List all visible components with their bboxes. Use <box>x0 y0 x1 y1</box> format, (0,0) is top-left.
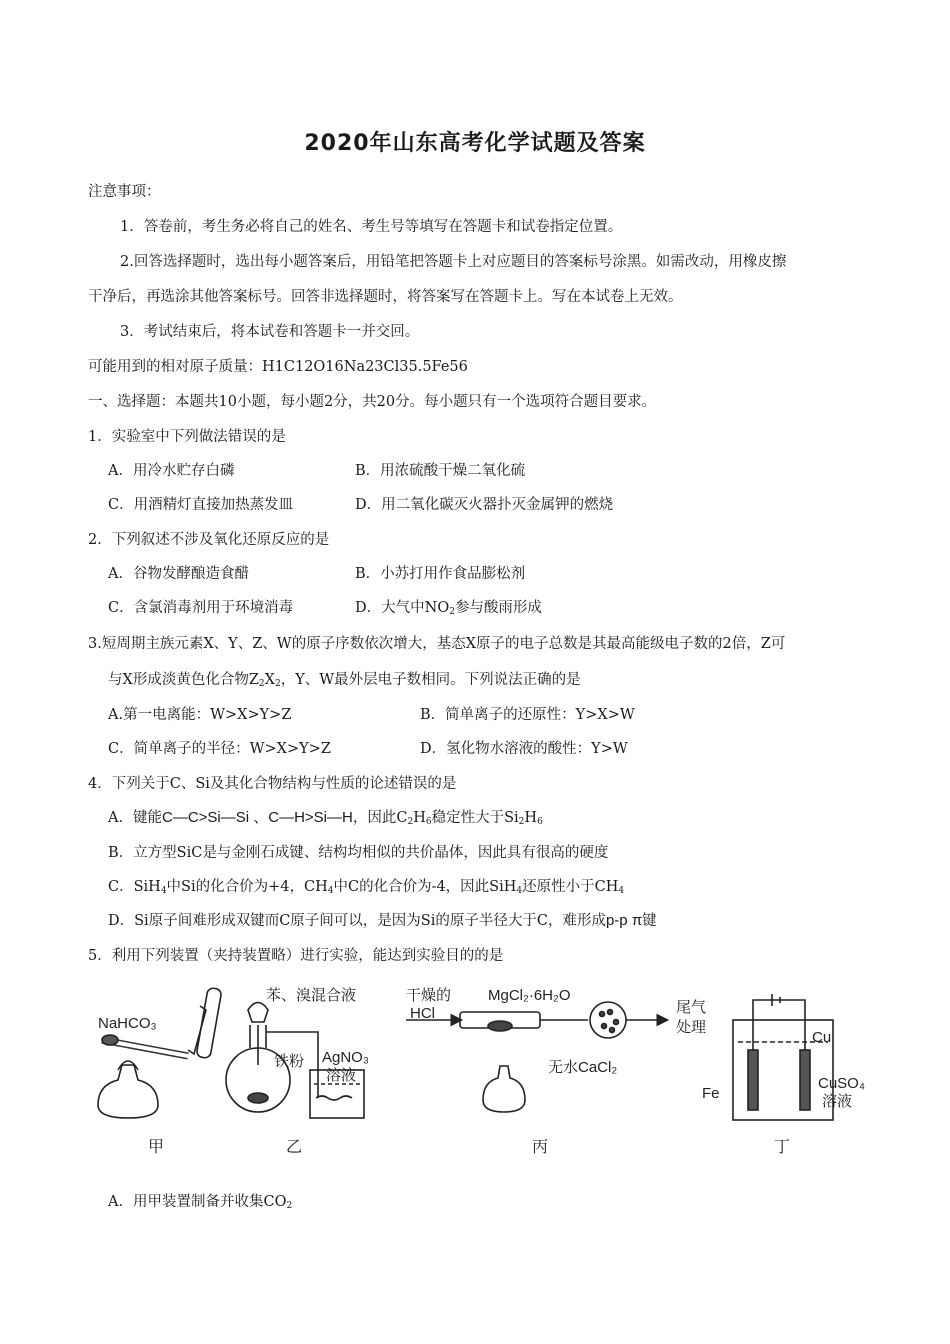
label-dry: 干燥的 <box>406 987 452 1004</box>
label-agno3-solution: 溶液 <box>326 1067 357 1084</box>
q3-stem-2: 与X形成淡黄色化合物$Z_2X_2$，Y、W最外层电子数相同。下列说法正确的是 <box>108 672 581 689</box>
q2-stem: 2．下列叙述不涉及氧化还原反应的是 <box>88 532 330 548</box>
note-3: 3．考试结束后，将本试卷和答题卡一并交回。 <box>120 324 420 340</box>
q4-option-a: A．键能C—C>Si—Si 、C—H>Si—H，因此$C_2H_6$稳定性大于$Si_2H_6$ <box>108 809 543 827</box>
notes-heading: 注意事项： <box>88 184 161 200</box>
label-mgcl2: MgCl₂·6H₂O <box>488 987 571 1004</box>
q1-option-a: A．用冷水贮存白磷 <box>108 463 235 479</box>
label-jia: 甲 <box>148 1139 165 1156</box>
note-1: 1．答卷前，考生务必将自己的姓名、考生号等填写在答题卡和试卷指定位置。 <box>120 219 623 235</box>
apparatus-ding <box>733 994 833 1120</box>
apparatus-figure <box>88 970 868 1160</box>
label-yi: 乙 <box>286 1139 303 1156</box>
q2-option-a: A．谷物发酵酿造食醋 <box>108 566 249 582</box>
q3-option-b: B．简单离子的还原性：Y>X>W <box>420 707 635 723</box>
label-ding: 丁 <box>774 1139 791 1156</box>
label-tail-gas-2: 处理 <box>676 1019 707 1036</box>
q2-option-b: B．小苏打用作食品膨松剂 <box>355 566 526 582</box>
q4-option-b: B．立方型SiC是与金刚石成键、结构均相似的共价晶体，因此具有很高的硬度 <box>108 845 609 861</box>
apparatus-bing <box>406 1002 666 1112</box>
note-2b: 干净后，再选涂其他答案标号。回答非选择题时，将答案写在答题卡上。写在本试卷上无效。 <box>88 289 683 305</box>
label-bing: 丙 <box>532 1139 549 1156</box>
q3-stem-1: 3.短周期主族元素X、Y、Z、W的原子序数依次增大，基态X原子的电子总数是其最高能级电子数的2倍，Z可 <box>88 636 786 652</box>
label-agno3: AgNO₃ <box>322 1049 369 1066</box>
label-cu: Cu <box>812 1029 832 1046</box>
q3-option-d: D．氢化物水溶液的酸性：Y>W <box>420 741 628 757</box>
label-cacl2: 无水CaCl₂ <box>548 1059 618 1076</box>
label-cuso4: CuSO₄ <box>818 1075 865 1092</box>
q2-option-d: D．大气中$NO_2$参与酸雨形成 <box>355 600 542 617</box>
label-iron-powder: 铁粉 <box>274 1053 305 1070</box>
label-benzene-bromine: 苯、溴混合液 <box>266 987 357 1004</box>
q5-stem: 5．利用下列装置（夹持装置略）进行实验，能达到实验目的的是 <box>88 948 504 964</box>
label-fe: Fe <box>702 1085 720 1102</box>
page-title: 2020年山东高考化学试题及答案 <box>304 131 646 156</box>
label-cuso4-solution: 溶液 <box>822 1093 853 1110</box>
q1-option-c: C．用酒精灯直接加热蒸发皿 <box>108 497 294 513</box>
q3-option-a: A.第一电离能：W>X>Y>Z <box>108 707 292 723</box>
q1-option-b: B．用浓硫酸干燥二氧化硫 <box>355 463 526 479</box>
section-heading: 一、选择题：本题共10小题，每小题2分，共20分。每小题只有一个选项符合题目要求。 <box>88 394 657 410</box>
q2-option-c: C．含氯消毒剂用于环境消毒 <box>108 600 294 616</box>
q1-stem: 1．实验室中下列做法错误的是 <box>88 429 286 445</box>
q5-option-a: A．用甲装置制备并收集$CO_2$ <box>108 1194 293 1211</box>
apparatus-jia <box>98 987 222 1118</box>
q3-option-c: C．简单离子的半径：W>X>Y>Z <box>108 741 331 757</box>
label-nahco3: NaHCO₃ <box>98 1015 157 1032</box>
label-hcl: HCl <box>410 1005 435 1022</box>
note-2a: 2.回答选择题时，选出每小题答案后，用铅笔把答题卡上对应题目的答案标号涂黑。如需改动，用橡皮擦 <box>120 254 787 270</box>
atomic-mass: 可能用到的相对原子质量：H1C12O16Na23Cl35.5Fe56 <box>88 359 468 375</box>
q4-option-d: D．Si原子间难形成双键而C原子间可以，是因为Si的原子半径大于C，难形成p-p π键 <box>108 912 657 929</box>
label-tail-gas-1: 尾气 <box>676 999 707 1016</box>
q1-option-d: D．用二氧化碳灭火器扑灭金属钾的燃烧 <box>355 497 614 513</box>
q4-stem: 4．下列关于C、Si及其化合物结构与性质的论述错误的是 <box>88 776 457 792</box>
bond-energy-formula: C—C>Si—Si 、C—H>Si—H <box>161 809 353 826</box>
q4-option-c: C．SiH$_4$中Si的化合价为+4，$CH_4$中C的化合价为-4，因此SiH$_4$还原性小于$CH_4$ <box>108 879 625 896</box>
